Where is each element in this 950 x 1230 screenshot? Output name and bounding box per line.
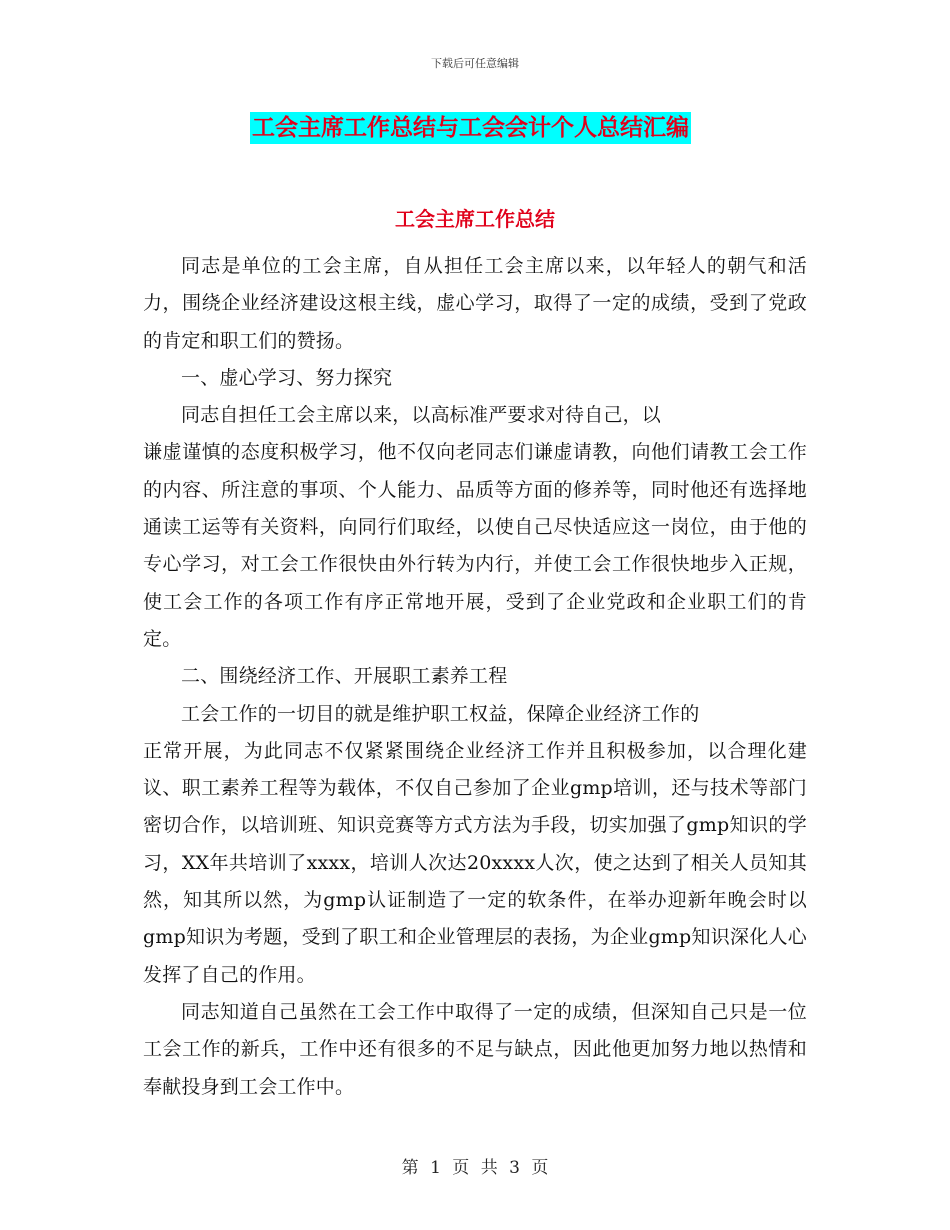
page-number: 第 1 页 共 3 页 <box>401 1158 549 1178</box>
document-title: 工会主席工作总结与工会会计个人总结汇编 <box>250 112 691 144</box>
heading-2: 二、围绕经济工作、开展职工素养工程 <box>181 665 508 688</box>
document-body <box>143 248 807 1106</box>
header-note: 下载后可任意编辑 <box>431 57 519 70</box>
paragraph: 工会工作的一切目的就是维护职工权益，保障企业经济工作的 <box>181 702 700 725</box>
paragraph: 正常开展，为此同志不仅紧紧围绕企业经济工作并且积极参加，以合理化建议、职工素养工程等为载体，不仅自己参加了企业gmp培训，还与技术等部门密切合作，以培训班、知识竞赛等方式方法为手段，切实加强了gmp知识的学习，XX年共培训了xxxx，培训人次达20xxxx人次，使之达到了相关人员知其然，知其所以然，为gmp认证制造了一定的软条件，在举办迎新年晚会时以gmp知识为考题，受到了职工和企业管理层的表扬，为企业gmp知识深化人心发挥了自己的作用。 <box>143 739 807 986</box>
paragraph: 谦虚谨慎的态度积极学习，他不仅向老同志们谦虚请教，向他们请教工会工作的内容、所注意的事项、个人能力、品质等方面的修养等，同时他还有选择地通读工运等有关资料，向同行们取经，以使自己尽快适应这一岗位，由于他的专心学习，对工会工作很快由外行转为内行，并使工会工作很快地步入正规，使工会工作的各项工作有序正常地开展，受到了企业党政和企业职工们的肯定。 <box>143 441 807 650</box>
paragraph: 同志自担任工会主席以来，以高标准严要求对待自己，以 <box>181 404 662 427</box>
paragraph-intro: 同志是单位的工会主席，自从担任工会主席以来，以年轻人的朝气和活力，围绕企业经济建设这根主线，虚心学习，取得了一定的成绩，受到了党政的肯定和职工们的赞扬。 <box>143 255 807 352</box>
heading-1: 一、虚心学习、努力探究 <box>181 366 393 389</box>
paragraph: 同志知道自己虽然在工会工作中取得了一定的成绩，但深知自己只是一位工会工作的新兵，工作中还有很多的不足与缺点，因此他更加努力地以热情和奉献投身到工会工作中。 <box>143 1000 807 1098</box>
section-title: 工会主席工作总结 <box>395 207 555 231</box>
